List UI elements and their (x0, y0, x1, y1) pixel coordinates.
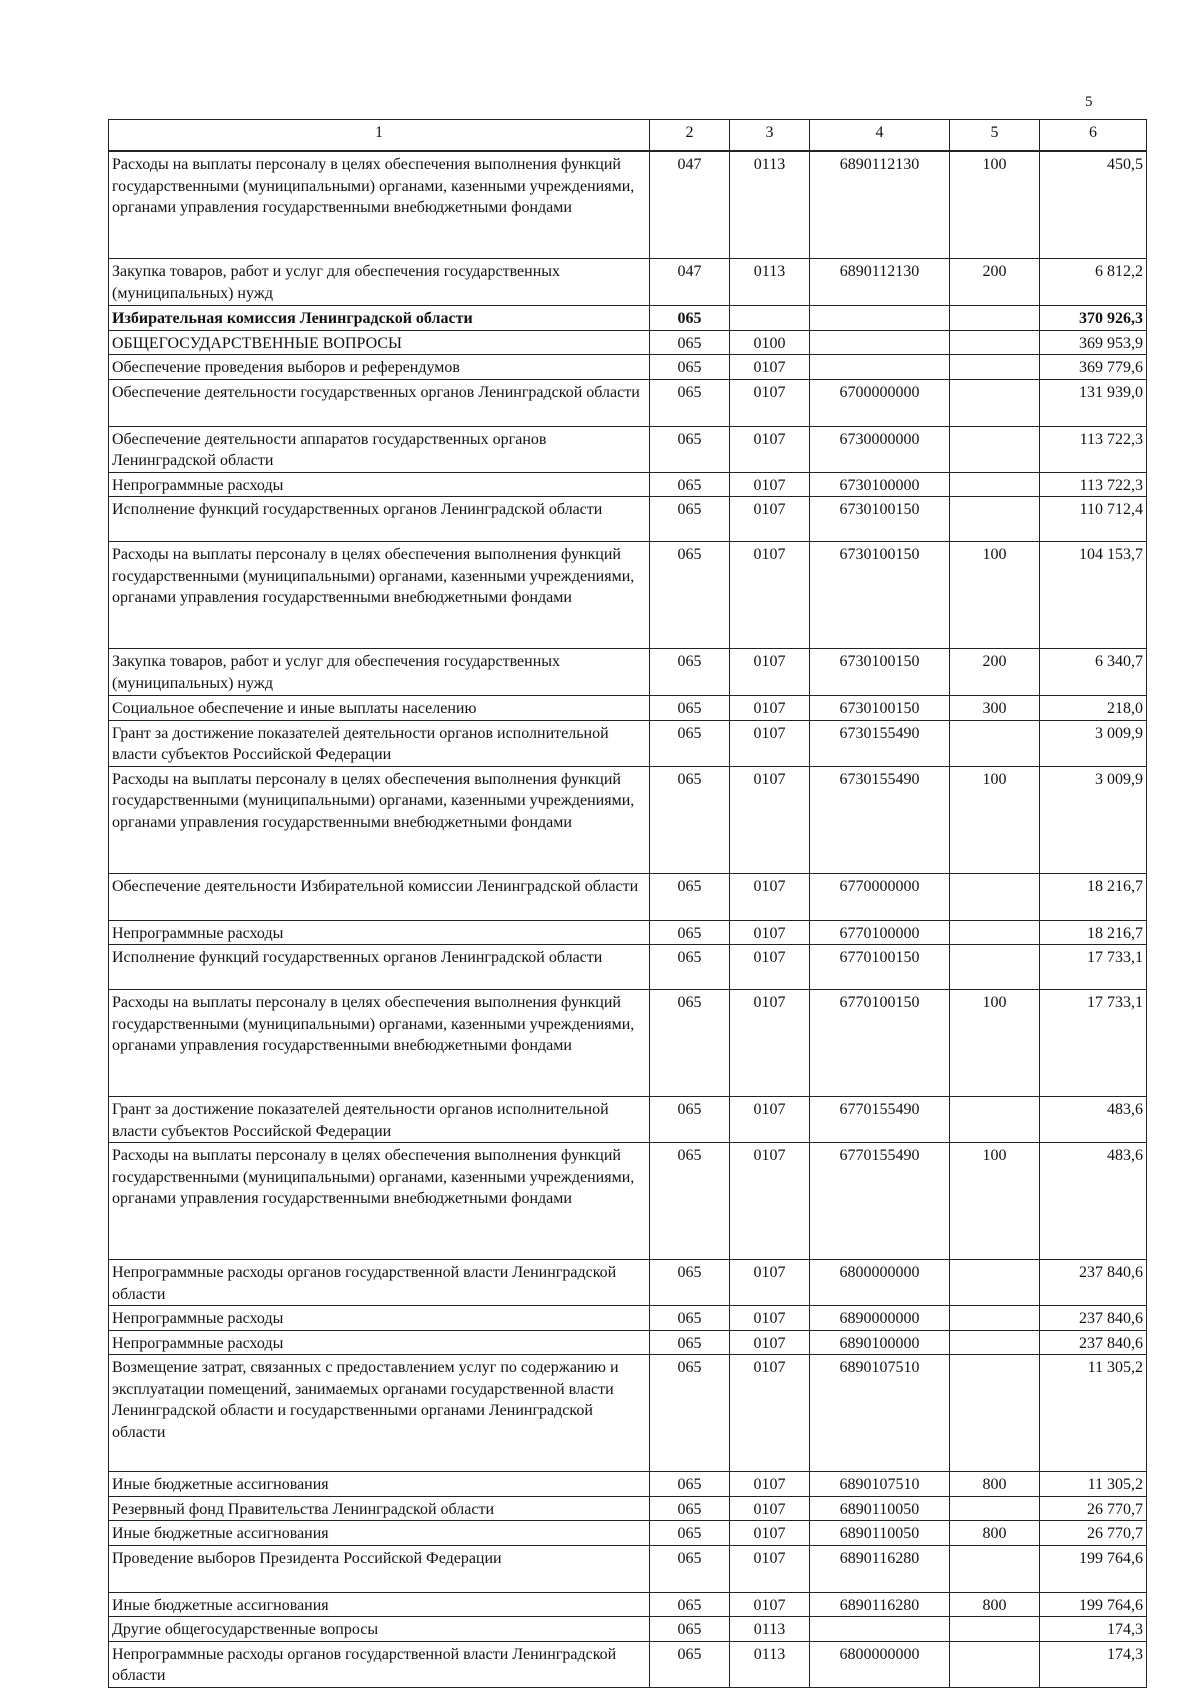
row-amount: 370 926,3 (1040, 306, 1147, 331)
row-name: Непрограммные расходы органов государственной власти Ленинградской области (109, 1260, 650, 1306)
row-target-code: 6890107510 (810, 1355, 950, 1472)
row-name: Закупка товаров, работ и услуг для обеспечения государственных (муниципальных) нужд (109, 649, 650, 696)
table-row (109, 1143, 1147, 1260)
row-amount: 6 340,7 (1040, 649, 1147, 696)
row-name: Избирательная комиссия Ленинградской области (109, 306, 650, 331)
table-row (109, 649, 1147, 696)
table-row (109, 151, 1147, 259)
row-amount: 6 812,2 (1040, 259, 1147, 306)
row-amount: 3 009,9 (1040, 720, 1147, 766)
row-target-code: 6890107510 (810, 1472, 950, 1497)
row-amount: 237 840,6 (1040, 1260, 1147, 1306)
row-name: Иные бюджетные ассигнования (109, 1472, 650, 1497)
row-amount: 483,6 (1040, 1097, 1147, 1143)
row-expense-type (950, 1330, 1040, 1355)
row-expense-type: 100 (950, 151, 1040, 259)
row-expense-type (950, 1355, 1040, 1472)
row-target-code: 6770155490 (810, 1097, 950, 1143)
row-expense-type (950, 497, 1040, 542)
header-row (109, 120, 1147, 152)
row-name: ОБЩЕГОСУДАРСТВЕННЫЕ ВОПРОСЫ (109, 330, 650, 355)
row-amount: 104 153,7 (1040, 542, 1147, 649)
table-row (109, 1306, 1147, 1331)
row-name: Непрограммные расходы (109, 1330, 650, 1355)
row-ministry-code: 065 (650, 873, 730, 920)
row-amount: 11 305,2 (1040, 1355, 1147, 1472)
row-ministry-code: 065 (650, 766, 730, 873)
table-row (109, 1496, 1147, 1521)
row-amount: 450,5 (1040, 151, 1147, 259)
row-ministry-code: 065 (650, 990, 730, 1097)
row-ministry-code: 065 (650, 306, 730, 331)
row-section-code: 0113 (730, 1617, 810, 1642)
row-ministry-code: 065 (650, 1306, 730, 1331)
row-amount: 11 305,2 (1040, 1472, 1147, 1497)
table-row (109, 1641, 1147, 1687)
row-section-code: 0107 (730, 472, 810, 497)
row-section-code (730, 306, 810, 331)
row-expense-type: 100 (950, 1143, 1040, 1260)
row-ministry-code: 065 (650, 1641, 730, 1687)
row-section-code: 0113 (730, 1641, 810, 1687)
row-ministry-code: 065 (650, 1097, 730, 1143)
row-section-code: 0107 (730, 1472, 810, 1497)
row-ministry-code: 065 (650, 1355, 730, 1472)
row-name: Грант за достижение показателей деятельности органов исполнительной власти субъектов Российской Федерации (109, 720, 650, 766)
row-ministry-code: 047 (650, 259, 730, 306)
row-ministry-code: 065 (650, 379, 730, 426)
row-name: Социальное обеспечение и иные выплаты населению (109, 696, 650, 721)
row-name: Резервный фонд Правительства Ленинградской области (109, 1496, 650, 1521)
row-amount: 113 722,3 (1040, 472, 1147, 497)
row-amount: 237 840,6 (1040, 1306, 1147, 1331)
row-target-code (810, 355, 950, 380)
row-amount: 369 953,9 (1040, 330, 1147, 355)
row-ministry-code: 047 (650, 151, 730, 259)
row-name: Расходы на выплаты персоналу в целях обеспечения выполнения функций государственными (муниципальными) органами, казенными учреждениями, органами управления государственными внебюджетными фондами (109, 1143, 650, 1260)
row-section-code: 0107 (730, 696, 810, 721)
row-ministry-code: 065 (650, 426, 730, 472)
row-expense-type (950, 330, 1040, 355)
table-row (109, 306, 1147, 331)
row-expense-type: 100 (950, 990, 1040, 1097)
header-col-1: 1 (109, 120, 650, 152)
header-col-3: 3 (730, 120, 810, 152)
row-amount: 18 216,7 (1040, 920, 1147, 945)
row-name: Расходы на выплаты персоналу в целях обеспечения выполнения функций государственными (муниципальными) органами, казенными учреждениями, органами управления государственными внебюджетными фондами (109, 151, 650, 259)
row-name: Расходы на выплаты персоналу в целях обеспечения выполнения функций государственными (муниципальными) органами, казенными учреждениями, органами управления государственными внебюджетными фондами (109, 766, 650, 873)
row-ministry-code: 065 (650, 1260, 730, 1306)
row-ministry-code: 065 (650, 1330, 730, 1355)
row-section-code: 0107 (730, 1143, 810, 1260)
row-expense-type (950, 920, 1040, 945)
table-row (109, 426, 1147, 472)
row-ministry-code: 065 (650, 920, 730, 945)
table-row (109, 1617, 1147, 1642)
row-section-code: 0107 (730, 1260, 810, 1306)
row-section-code: 0107 (730, 873, 810, 920)
row-amount: 3 009,9 (1040, 766, 1147, 873)
row-name: Закупка товаров, работ и услуг для обеспечения государственных (муниципальных) нужд (109, 259, 650, 306)
row-target-code: 6730100000 (810, 472, 950, 497)
row-ministry-code: 065 (650, 330, 730, 355)
row-expense-type: 100 (950, 542, 1040, 649)
row-section-code: 0107 (730, 945, 810, 990)
table-row (109, 720, 1147, 766)
table-row (109, 945, 1147, 990)
row-section-code: 0100 (730, 330, 810, 355)
row-section-code: 0113 (730, 151, 810, 259)
row-name: Расходы на выплаты персоналу в целях обеспечения выполнения функций государственными (муниципальными) органами, казенными учреждениями, органами управления государственными внебюджетными фондами (109, 990, 650, 1097)
row-amount: 26 770,7 (1040, 1521, 1147, 1546)
row-amount: 17 733,1 (1040, 990, 1147, 1097)
header-col-2: 2 (650, 120, 730, 152)
row-amount: 218,0 (1040, 696, 1147, 721)
table-row (109, 1260, 1147, 1306)
row-section-code: 0113 (730, 259, 810, 306)
row-target-code: 6890112130 (810, 259, 950, 306)
row-section-code: 0107 (730, 990, 810, 1097)
row-target-code: 6770100150 (810, 990, 950, 1097)
row-section-code: 0107 (730, 1592, 810, 1617)
row-ministry-code: 065 (650, 649, 730, 696)
row-expense-type: 800 (950, 1521, 1040, 1546)
row-section-code: 0107 (730, 1521, 810, 1546)
row-name: Иные бюджетные ассигнования (109, 1521, 650, 1546)
row-section-code: 0107 (730, 1330, 810, 1355)
row-target-code: 6730155490 (810, 766, 950, 873)
row-ministry-code: 065 (650, 1521, 730, 1546)
page-number: 5 (1085, 94, 1093, 110)
table-row (109, 259, 1147, 306)
table-row (109, 472, 1147, 497)
row-name: Проведение выборов Президента Российской Федерации (109, 1545, 650, 1592)
table-row (109, 330, 1147, 355)
row-amount: 237 840,6 (1040, 1330, 1147, 1355)
row-section-code: 0107 (730, 1496, 810, 1521)
row-section-code: 0107 (730, 379, 810, 426)
row-expense-type (950, 720, 1040, 766)
row-ministry-code: 065 (650, 1545, 730, 1592)
table-row (109, 766, 1147, 873)
row-amount: 113 722,3 (1040, 426, 1147, 472)
header-col-5: 5 (950, 120, 1040, 152)
row-section-code: 0107 (730, 1545, 810, 1592)
row-name: Непрограммные расходы (109, 1306, 650, 1331)
row-target-code: 6890116280 (810, 1545, 950, 1592)
row-expense-type (950, 355, 1040, 380)
table-row (109, 355, 1147, 380)
row-expense-type (950, 1097, 1040, 1143)
table-row (109, 379, 1147, 426)
row-name: Обеспечение деятельности аппаратов государственных органов Ленинградской области (109, 426, 650, 472)
row-expense-type (950, 1641, 1040, 1687)
row-ministry-code: 065 (650, 1496, 730, 1521)
row-amount: 26 770,7 (1040, 1496, 1147, 1521)
row-name: Грант за достижение показателей деятельности органов исполнительной власти субъектов Российской Федерации (109, 1097, 650, 1143)
row-expense-type: 200 (950, 259, 1040, 306)
table-row (109, 1545, 1147, 1592)
row-amount: 110 712,4 (1040, 497, 1147, 542)
row-target-code: 6730155490 (810, 720, 950, 766)
row-amount: 199 764,6 (1040, 1592, 1147, 1617)
table-body (109, 151, 1147, 1687)
budget-table (108, 119, 1147, 1688)
row-ministry-code: 065 (650, 696, 730, 721)
row-ministry-code: 065 (650, 945, 730, 990)
row-expense-type: 300 (950, 696, 1040, 721)
row-expense-type (950, 1306, 1040, 1331)
row-section-code: 0107 (730, 920, 810, 945)
row-section-code: 0107 (730, 766, 810, 873)
row-expense-type: 800 (950, 1592, 1040, 1617)
row-target-code: 6800000000 (810, 1260, 950, 1306)
row-section-code: 0107 (730, 1097, 810, 1143)
row-name: Исполнение функций государственных органов Ленинградской области (109, 945, 650, 990)
row-ministry-code: 065 (650, 542, 730, 649)
row-ministry-code: 065 (650, 1617, 730, 1642)
row-expense-type (950, 472, 1040, 497)
row-target-code: 6770155490 (810, 1143, 950, 1260)
table-row (109, 1330, 1147, 1355)
row-name: Исполнение функций государственных органов Ленинградской области (109, 497, 650, 542)
header-col-6: 6 (1040, 120, 1147, 152)
table-row (109, 873, 1147, 920)
table-row (109, 1521, 1147, 1546)
table-row (109, 497, 1147, 542)
row-ministry-code: 065 (650, 1143, 730, 1260)
row-name: Непрограммные расходы органов государственной власти Ленинградской области (109, 1641, 650, 1687)
row-name: Другие общегосударственные вопросы (109, 1617, 650, 1642)
row-amount: 483,6 (1040, 1143, 1147, 1260)
row-target-code: 6770100000 (810, 920, 950, 945)
table-row (109, 1097, 1147, 1143)
row-expense-type (950, 945, 1040, 990)
row-target-code (810, 330, 950, 355)
row-target-code: 6730100150 (810, 497, 950, 542)
row-name: Расходы на выплаты персоналу в целях обеспечения выполнения функций государственными (муниципальными) органами, казенными учреждениями, органами управления государственными внебюджетными фондами (109, 542, 650, 649)
table-row (109, 990, 1147, 1097)
row-target-code: 6890100000 (810, 1330, 950, 1355)
row-name: Непрограммные расходы (109, 472, 650, 497)
row-target-code: 6890116280 (810, 1592, 950, 1617)
row-expense-type (950, 379, 1040, 426)
row-section-code: 0107 (730, 426, 810, 472)
row-ministry-code: 065 (650, 720, 730, 766)
row-target-code: 6730100150 (810, 542, 950, 649)
row-target-code: 6730100150 (810, 649, 950, 696)
row-expense-type (950, 873, 1040, 920)
row-target-code: 6890112130 (810, 151, 950, 259)
row-section-code: 0107 (730, 1355, 810, 1472)
row-name: Обеспечение проведения выборов и референдумов (109, 355, 650, 380)
row-target-code: 6890110050 (810, 1521, 950, 1546)
row-section-code: 0107 (730, 542, 810, 649)
row-target-code (810, 306, 950, 331)
row-name: Обеспечение деятельности государственных органов Ленинградской области (109, 379, 650, 426)
table-row (109, 920, 1147, 945)
row-expense-type: 100 (950, 766, 1040, 873)
row-amount: 17 733,1 (1040, 945, 1147, 990)
row-amount: 369 779,6 (1040, 355, 1147, 380)
row-target-code: 6730000000 (810, 426, 950, 472)
row-ministry-code: 065 (650, 1592, 730, 1617)
header-col-4: 4 (810, 120, 950, 152)
row-expense-type: 800 (950, 1472, 1040, 1497)
row-ministry-code: 065 (650, 355, 730, 380)
table-row (109, 1472, 1147, 1497)
row-section-code: 0107 (730, 1306, 810, 1331)
row-section-code: 0107 (730, 720, 810, 766)
row-target-code: 6890000000 (810, 1306, 950, 1331)
row-target-code: 6770000000 (810, 873, 950, 920)
row-target-code: 6800000000 (810, 1641, 950, 1687)
table-row (109, 1592, 1147, 1617)
row-ministry-code: 065 (650, 1472, 730, 1497)
row-target-code (810, 1617, 950, 1642)
row-amount: 18 216,7 (1040, 873, 1147, 920)
row-target-code: 6890110050 (810, 1496, 950, 1521)
row-expense-type: 200 (950, 649, 1040, 696)
row-expense-type (950, 306, 1040, 331)
row-amount: 174,3 (1040, 1641, 1147, 1687)
row-target-code: 6700000000 (810, 379, 950, 426)
row-section-code: 0107 (730, 649, 810, 696)
row-expense-type (950, 1496, 1040, 1521)
row-ministry-code: 065 (650, 497, 730, 542)
row-expense-type (950, 1260, 1040, 1306)
row-expense-type (950, 426, 1040, 472)
row-name: Иные бюджетные ассигнования (109, 1592, 650, 1617)
row-section-code: 0107 (730, 497, 810, 542)
row-ministry-code: 065 (650, 472, 730, 497)
row-section-code: 0107 (730, 355, 810, 380)
row-expense-type (950, 1617, 1040, 1642)
table-row (109, 1355, 1147, 1472)
row-amount: 174,3 (1040, 1617, 1147, 1642)
row-target-code: 6730100150 (810, 696, 950, 721)
row-amount: 131 939,0 (1040, 379, 1147, 426)
row-target-code: 6770100150 (810, 945, 950, 990)
row-name: Возмещение затрат, связанных с предоставлением услуг по содержанию и эксплуатации помещений, занимаемых органами государственной власти Ленинградской области и государственными органами Ленинградской области (109, 1355, 650, 1472)
row-name: Обеспечение деятельности Избирательной комиссии Ленинградской области (109, 873, 650, 920)
row-amount: 199 764,6 (1040, 1545, 1147, 1592)
table-row (109, 696, 1147, 721)
table-row (109, 542, 1147, 649)
row-name: Непрограммные расходы (109, 920, 650, 945)
row-expense-type (950, 1545, 1040, 1592)
